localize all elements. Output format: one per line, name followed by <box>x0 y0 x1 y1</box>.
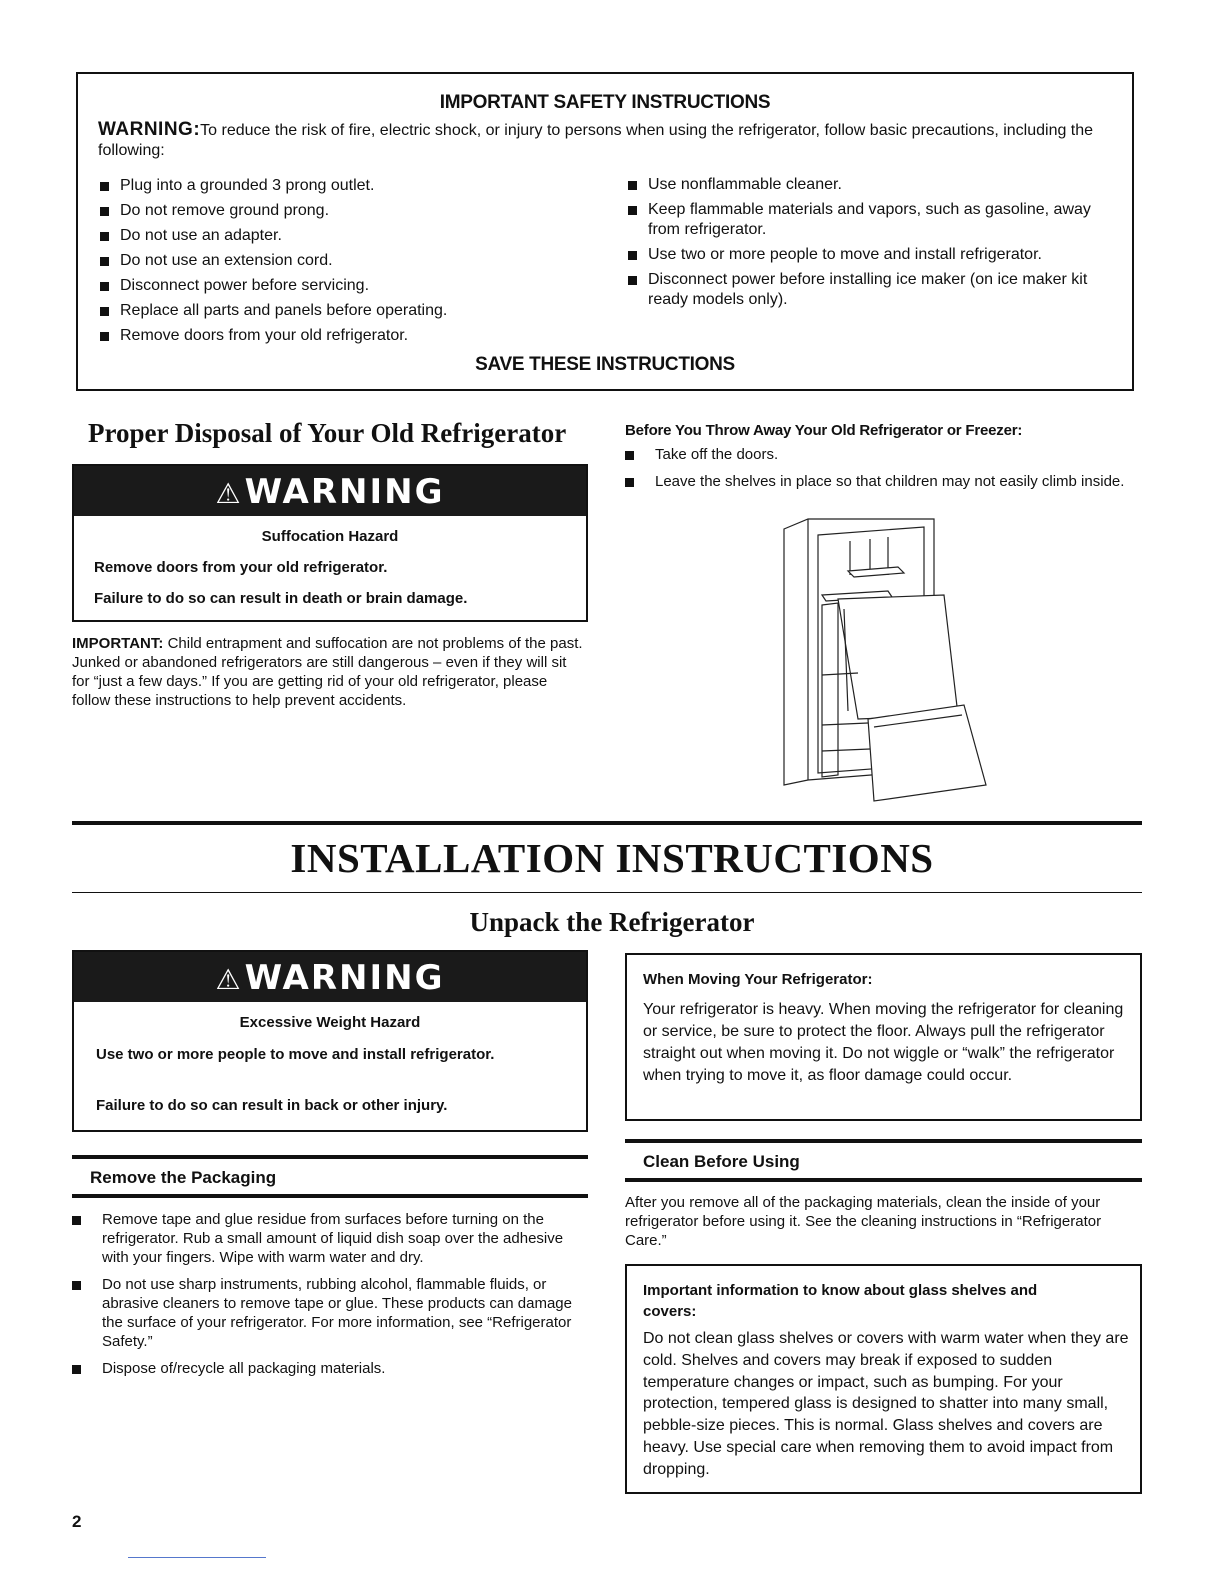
clean-text: After you remove all of the packaging materials, clean the inside of your refrigerator before using it. See the cleaning instructions in “Refrigerator Care.” <box>625 1194 1102 1249</box>
list-item: Disconnect power before installing ice maker (on ice maker kit ready models only). <box>628 270 1108 310</box>
moving-title: When Moving Your Refrigerator: <box>643 971 873 988</box>
list-item: Leave the shelves in place so that children may not easily climb inside. <box>625 472 1125 491</box>
list-item: Use nonflammable cleaner. <box>628 175 1108 195</box>
safety-warning <box>98 120 1112 161</box>
warning-line-1: Use two or more people to move and install refrigerator. <box>96 1046 495 1063</box>
save-instructions: SAVE THESE INSTRUCTIONS <box>475 354 735 375</box>
disposal-heading: Proper Disposal of Your Old Refrigerator <box>88 418 567 448</box>
warning-label: WARNING: <box>98 119 201 140</box>
installation-title: INSTALLATION INSTRUCTIONS <box>290 835 934 881</box>
clean-rule-top <box>625 1139 1142 1143</box>
safety-left-list <box>100 176 600 351</box>
warning-triangle-icon: ⚠ <box>215 477 243 510</box>
warning-banner-text: WARNING <box>244 958 445 998</box>
section-rule-bottom <box>72 892 1142 893</box>
warning-line-1: Remove doors from your old refrigerator. <box>94 559 388 576</box>
glass-shelves-box <box>625 1264 1142 1494</box>
safety-title: IMPORTANT SAFETY INSTRUCTIONS <box>439 92 771 113</box>
list-item: Plug into a grounded 3 prong outlet. <box>100 176 600 196</box>
moving-text: Your refrigerator is heavy. When moving the refrigerator for cleaning or service, be sure to protect the floor. Always pull the refrigerator straight out when moving it. Do not wiggle or “walk” the refrigerator when trying to move it, as floor damage could occur. <box>643 1001 1124 1084</box>
important-text: Child entrapment and suffocation are not problems of the past. Junked or abandoned refrigerators are still dangerous – even if they will sit for “just a few days.” If you are getting rid of your old refrigerator, please follow these instructions to help prevent accidents. <box>72 635 583 709</box>
remove-packaging-heading: Remove the Packaging <box>90 1168 277 1187</box>
list-item: Do not use sharp instruments, rubbing alcohol, flammable fluids, or abrasive cleaners to remove tape or glue. These products can damage the surface of your refrigerator. For more information, see “Refrigerator Safety.” <box>72 1275 572 1351</box>
unpack-heading: Unpack the Refrigerator <box>469 907 755 937</box>
glass-title: Important information to know about glass shelves and covers: <box>643 1282 1038 1320</box>
list-item: Remove doors from your old refrigerator. <box>100 326 600 346</box>
section-rule-top <box>72 821 1142 825</box>
safety-right-list <box>628 175 1108 315</box>
warning-line-2: Failure to do so can result in death or brain damage. <box>94 590 468 607</box>
clean-rule-bottom <box>625 1178 1142 1182</box>
warning-triangle-icon: ⚠ <box>215 963 243 996</box>
warning-line-2: Failure to do so can result in back or other injury. <box>96 1097 448 1114</box>
clean-heading: Clean Before Using <box>643 1152 800 1171</box>
hazard-title: Suffocation Hazard <box>261 528 399 545</box>
list-item: Use two or more people to move and install refrigerator. <box>628 245 1108 265</box>
remove-rule-bottom <box>72 1194 588 1198</box>
list-item: Take off the doors. <box>625 445 1125 464</box>
moving-refrigerator-box <box>625 953 1142 1121</box>
list-item: Do not remove ground prong. <box>100 201 600 221</box>
safety-instructions-box <box>76 72 1134 391</box>
before-throw-list <box>625 445 1125 491</box>
hazard-title: Excessive Weight Hazard <box>239 1014 421 1031</box>
page-number: 2 <box>72 1512 82 1531</box>
warning-banner <box>74 952 586 1002</box>
list-item: Remove tape and glue residue from surfaces before turning on the refrigerator. Rub a small amount of liquid dish soap over the adhesive with your fingers. Wipe with warm water and dry. <box>72 1210 572 1267</box>
footer-line <box>128 1557 266 1558</box>
refrigerator-doors-removed-illustration <box>778 515 988 805</box>
glass-text: Do not clean glass shelves or covers with warm water when they are cold. Shelves and covers may break if exposed to sudden temperature changes or impact, such as bumping. For your protection, tempered glass is designed to shatter into many small, pebble-size pieces. This is normal. Glass shelves and covers are heavy. Use special care when removing them to avoid impact from dropping. <box>643 1330 1129 1478</box>
remove-packaging-list <box>72 1210 572 1378</box>
important-paragraph <box>72 634 588 710</box>
before-throw-heading: Before You Throw Away Your Old Refrigerator or Freezer: <box>625 422 1023 439</box>
suffocation-warning-box <box>72 464 588 622</box>
list-item: Do not use an extension cord. <box>100 251 600 271</box>
weight-warning-box <box>72 950 588 1132</box>
warning-banner-text: WARNING <box>244 472 445 512</box>
list-item: Keep flammable materials and vapors, such as gasoline, away from refrigerator. <box>628 200 1108 240</box>
warning-text: To reduce the risk of fire, electric shock, or injury to persons when using the refrigerator, follow basic precautions, including the following: <box>98 122 1094 159</box>
warning-banner <box>74 466 586 516</box>
list-item: Dispose of/recycle all packaging materials. <box>72 1359 572 1378</box>
list-item: Replace all parts and panels before operating. <box>100 301 600 321</box>
list-item: Disconnect power before servicing. <box>100 276 600 296</box>
list-item: Do not use an adapter. <box>100 226 600 246</box>
important-label: IMPORTANT: <box>72 635 164 652</box>
remove-rule-top <box>72 1155 588 1159</box>
